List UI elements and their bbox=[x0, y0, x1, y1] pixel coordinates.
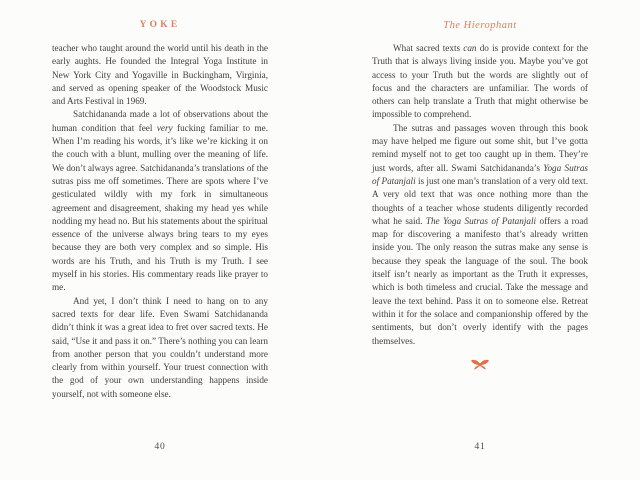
text-segment: Satchidananda made a lot of observations about the human condition that feel bbox=[52, 109, 268, 133]
text-segment: What sacred texts bbox=[393, 43, 464, 53]
paragraph bbox=[372, 122, 588, 348]
moth-ornament-icon bbox=[320, 359, 640, 371]
text-segment: is just one man’s translation of a very old text. A very old text that was once nothing more than the thoughts of a teacher whose students diligently recorded what he said. bbox=[372, 175, 589, 226]
italic-text-segment: Yoga Sutras of Patanjali bbox=[372, 162, 589, 186]
text-segment: do is provide context for the Truth that is always living inside you. Maybe you’ve got access to your Truth but the words are slightly out of focus and the characters are unfamiliar. The words of others can help translate a Truth that might otherwise be impossible to comprehend. bbox=[372, 43, 588, 120]
italic-text-segment: can bbox=[463, 43, 477, 53]
text-segment: teacher who taught around the world until his death in the early aughts. He founded the Integral Yoga Institute in New York City and Yogaville in Buckingham, Virginia, and served as opening speaker of the Woodstock Music and Arts Festival in 1969. bbox=[52, 43, 268, 107]
text-segment: offers a road map for discovering a manifesto that’s already written inside you. The only reason the sutras make any sense is because they speak the language of the soul. The book itself isn’t nearly as important as the Truth it expresses, which is both timeless and crucial. Take the message and leave the text behind. Pass it on to someone else. Retreat within it for the solace and companionship offered by the sentiments, but don’t overly identify with the pages themselves. bbox=[372, 215, 588, 346]
page-number-left: 40 bbox=[154, 442, 166, 452]
running-header-book-title: YOKE bbox=[139, 20, 181, 30]
body-text-left bbox=[52, 42, 268, 401]
text-segment: The sutras and passages woven through this book may have helped me figure out some shit, but I’ve gotta remind myself not to get too caught up in them. They’re just words, after all. Swami Satchidananda’s bbox=[372, 122, 588, 173]
italic-text-segment: The Yoga Sutras of Patanjali bbox=[425, 215, 537, 226]
paragraph bbox=[52, 295, 268, 401]
running-header-chapter-title: The Hierophant bbox=[443, 20, 517, 31]
paragraph bbox=[372, 42, 588, 122]
text-segment: And yet, I don’t think I need to hang on to any sacred texts for dear life. Even Swami Satchidananda didn’t think it was a great idea to fret over sacred texts. He said, “Use it and pass it on.” There’s nothing you can learn from another person that you couldn’t understand more clearly from within yourself. Your truest connection with the god of your own understanding happens inside yourself, not with someone else. bbox=[52, 295, 268, 399]
italic-text-segment: very bbox=[156, 122, 173, 133]
page-number-right: 41 bbox=[474, 442, 486, 452]
page-right bbox=[320, 0, 640, 480]
text-segment: fucking familiar to me. When I’m reading his words, it’s like we’re kicking it on the couch with a blunt, mulling over the meaning of life. We don’t always agree. Satchidananda’s translations of the sutras piss me off sometimes. There are spots where I’ve gesticulated wildly with my fork in simultaneous agreement and disagreement, shaking my head yes while nodding my head no. But his statements about the spiritual essence of the universe always bring tears to my eyes because they are both very complex and so simple. His words are his Truth, and his Truth is my Truth. I see myself in his stories. His commentary reads like prayer to me. bbox=[52, 122, 268, 293]
paragraph bbox=[52, 108, 268, 294]
paragraph bbox=[52, 42, 268, 108]
body-text-right bbox=[372, 42, 588, 348]
